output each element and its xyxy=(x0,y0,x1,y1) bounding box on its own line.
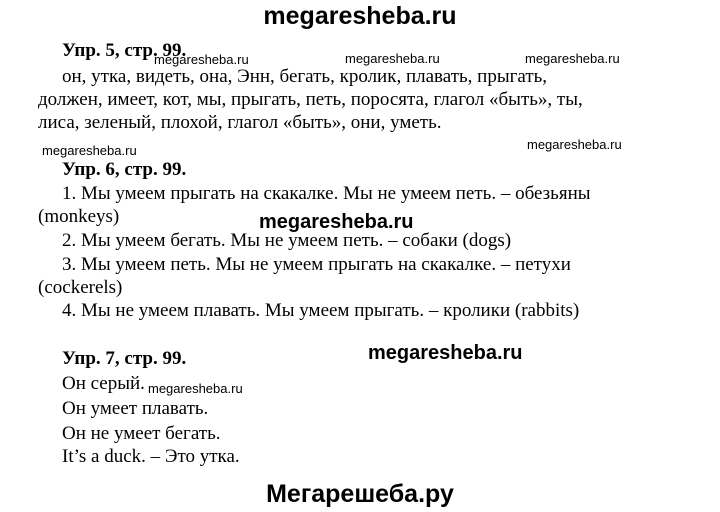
watermark-large: megaresheba.ru xyxy=(259,211,414,233)
exercise-5-line-3: лиса, зеленый, плохой, глагол «быть», они, уметь. xyxy=(38,112,442,133)
exercise-7-line-4: It’s a duck. – Это утка. xyxy=(62,446,240,467)
exercise-6-heading: Упр. 6, стр. 99. xyxy=(62,159,187,180)
watermark: megaresheba.ru xyxy=(345,51,440,66)
exercise-6-line-6: 4. Мы не умеем плавать. Мы умеем прыгать. – кролики (rabbits) xyxy=(62,300,580,321)
exercise-7-heading: Упр. 7, стр. 99. xyxy=(62,348,187,369)
watermark: megaresheba.ru xyxy=(42,143,137,158)
watermark-large: megaresheba.ru xyxy=(368,342,523,364)
exercise-6-line-5: (cockerels) xyxy=(38,277,123,298)
watermark: megaresheba.ru xyxy=(527,137,622,152)
exercise-7-line-1: Он серый. xyxy=(62,373,145,394)
exercise-6-line-1: 1. Мы умеем прыгать на скакалке. Мы не умеем петь. – обезьяны xyxy=(62,183,591,204)
site-footer-title: Мегарешеба.ру xyxy=(266,480,454,508)
exercise-6-line-4: 3. Мы умеем петь. Мы не умеем прыгать на скакалке. – петухи xyxy=(62,254,571,275)
exercise-7-line-3: Он не умеет бегать. xyxy=(62,423,221,444)
site-header-title: megaresheba.ru xyxy=(263,2,457,30)
watermark: megaresheba.ru xyxy=(154,52,249,67)
exercise-6-line-3: 2. Мы умеем бегать. Мы не умеем петь. – собаки (dogs) xyxy=(62,230,512,251)
watermark: megaresheba.ru xyxy=(525,51,620,66)
exercise-5-line-1: он, утка, видеть, она, Энн, бегать, кролик, плавать, прыгать, xyxy=(62,66,548,87)
exercise-5-heading: Упр. 5, стр. 99. xyxy=(62,40,187,61)
exercise-5-line-2: должен, имеет, кот, мы, прыгать, петь, поросята, глагол «быть», ты, xyxy=(38,89,583,110)
exercise-7-line-2: Он умеет плавать. xyxy=(62,398,209,419)
watermark: megaresheba.ru xyxy=(148,381,243,396)
exercise-6-line-2: (monkeys) xyxy=(38,206,120,227)
